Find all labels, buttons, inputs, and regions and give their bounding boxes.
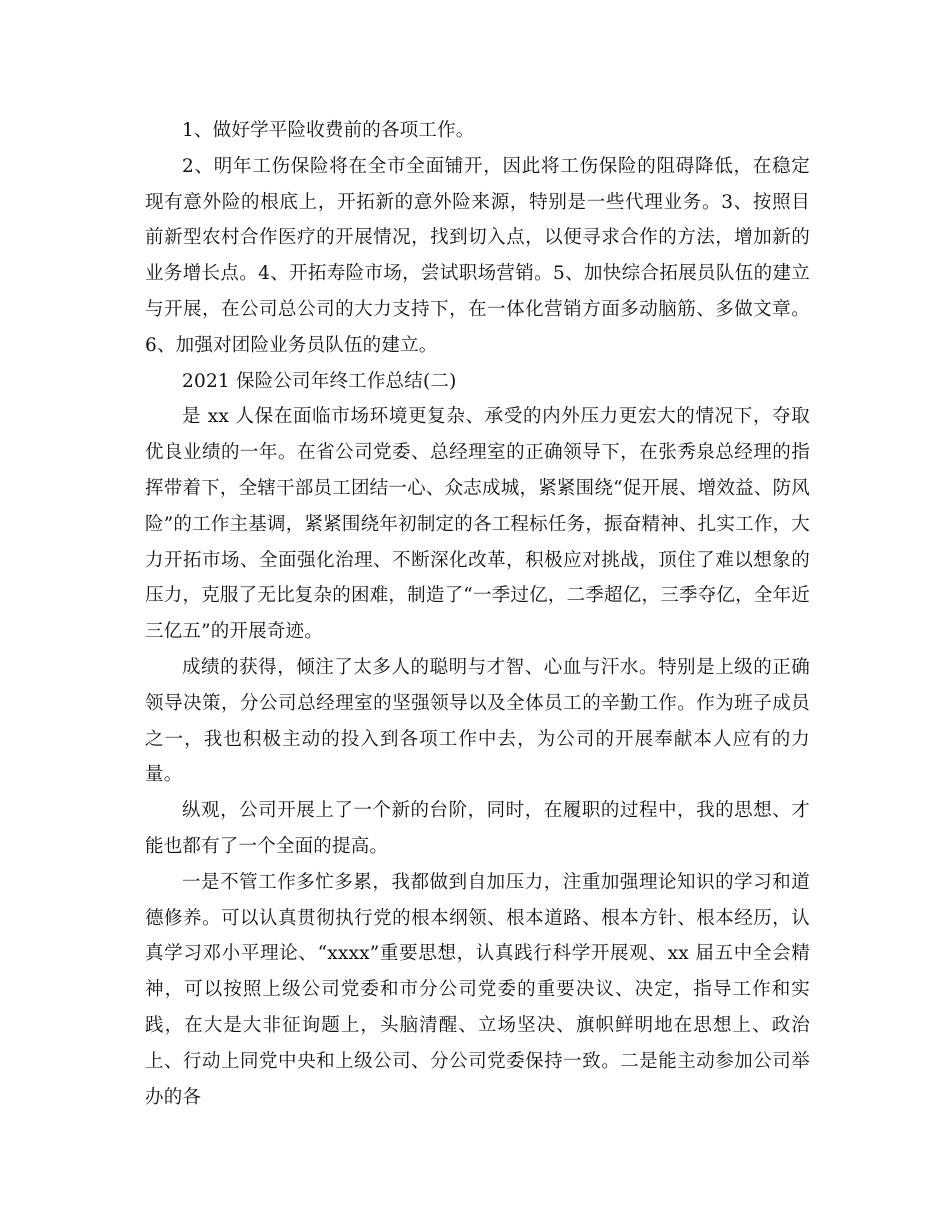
paragraph-study-and-cultivation: 一是不管工作多忙多累，我都做到自加压力，注重加强理论知识的学习和道德修养。可以认真贯彻执行党的根本纲领、根本道路、根本方针、根本经历，认真学习邓小平理论、“xxxx”重要思想，认真践行科学开展观、xx 届五中全会精神，可以按照上级公司党委和市分公司党委的重要决议、决定，指导工作和实践，在大是大非征询题上，头脑清醒、立场坚决、旗帜鲜明地在思想上、政治上、行动上同党中央和上级公司、分公司党委保持一致。二是能主动参加公司举办的各 [145, 871, 810, 1108]
paragraph-work-plan: 2、明年工伤保险将在全市全面铺开，因此将工伤保险的阻碍降低，在稳定现有意外险的根底上，开拓新的意外险来源，特别是一些代理业务。3、按照目前新型农村合作医疗的开展情况，找到切入点，以便寻求合作的方法，增加新的业务增长点。4、开拓寿险市场，尝试职场营销。5、加快综合拓展员队伍的建立与开展，在公司总公司的大力支持下，在一体化营销方面多动脑筋、多做文章。6、加强对团险业务员队伍的建立。 [145, 155, 810, 356]
paragraph-annual-performance: 是 xx 人保在面临市场环境更复杂、承受的内外压力更宏大的情况下，夺取优良业绩的一年。在省公司党委、总经理室的正确领导下，在张秀泉总经理的指挥带着下，全辖干部员工团结一心、众志成城，紧紧围绕“促开展、增效益、防风险”的工作主基调，紧紧围绕年初制定的各工程标任务，振奋精神、扎实工作，大力开拓市场、全面强化治理、不断深化改革，积极应对挑战，顶住了难以想象的压力，克服了无比复杂的困难，制造了“一季过亿，二季超亿，三季夺亿，全年近三亿五”的开展奇迹。 [145, 406, 810, 643]
paragraph-overview: 纵观，公司开展上了一个新的台阶，同时，在履职的过程中，我的思想、才能也都有了一个全面的提高。 [145, 800, 810, 857]
paragraph-work-item-1: 1、做好学平险收费前的各项工作。 [182, 120, 475, 141]
document-page [145, 113, 810, 1115]
section-heading: 2021 保险公司年终工作总结(二) [182, 370, 457, 392]
paragraph-achievements: 成绩的获得，倾注了太多人的聪明与才智、心血与汗水。特别是上级的正确领导决策，分公司总经理室的坚强领导以及全体员工的辛勤工作。作为班子成员之一，我也积极主动的投入到各项工作中去，为公司的开展奉献本人应有的力量。 [145, 656, 810, 786]
